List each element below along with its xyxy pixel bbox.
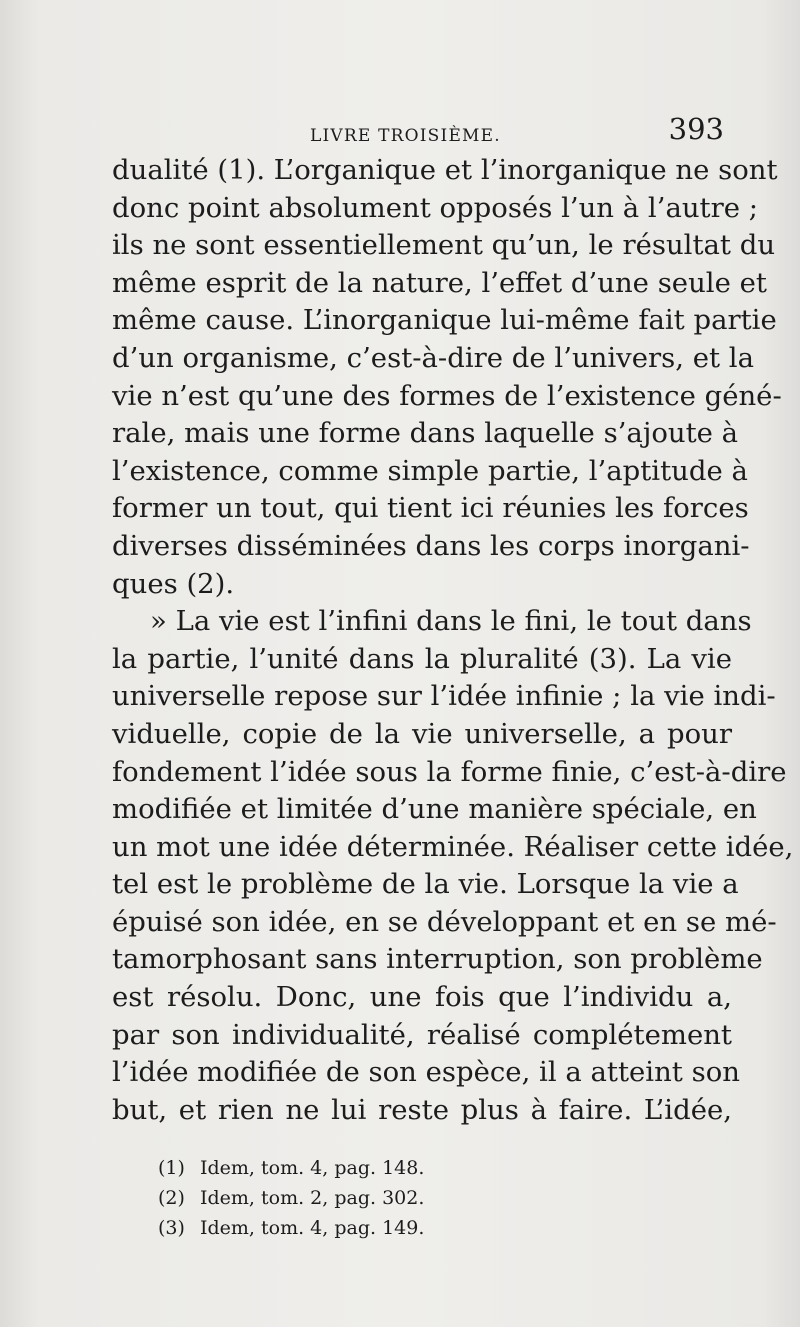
footnote — [158, 1183, 424, 1213]
text-line: former un tout, qui tient ici réunies les forces — [112, 492, 749, 525]
text-line: l’existence, comme simple partie, l’aptitude à — [112, 454, 748, 487]
text-line: diverses disséminées dans les corps inorgani- — [112, 529, 750, 562]
footnotes — [158, 1153, 424, 1243]
footnote — [158, 1213, 424, 1243]
text-line: l’idée modifiée de son espèce, il a atteint son — [112, 1056, 740, 1089]
footnote-mark: (2) — [158, 1187, 185, 1209]
text-line: dualité (1). L’organique et l’inorganique ne sont — [112, 154, 778, 186]
page-number: 393 — [668, 112, 724, 146]
text-line: tamorphosant sans interruption, son problème — [112, 943, 763, 976]
footnote-mark: (1) — [158, 1157, 185, 1179]
footnote-text: Idem, tom. 4, pag. 149. — [200, 1217, 425, 1239]
text-line: un mot une idée déterminée. Réaliser cette idée, — [112, 830, 794, 863]
text-line: universelle repose sur l’idée infinie ; la vie indi- — [112, 680, 776, 713]
text-line: ques (2). — [112, 567, 235, 600]
text-line: d’un organisme, c’est-à-dire de l’univers, et la — [112, 341, 754, 374]
body-text — [112, 152, 794, 1129]
text-line: est résolu. Donc, une fois que l’individu a, — [112, 981, 732, 1014]
footnote-text: Idem, tom. 2, pag. 302. — [200, 1187, 425, 1209]
footnote-text: Idem, tom. 4, pag. 148. — [200, 1157, 425, 1179]
text-line: épuisé son idée, en se développant et en se mé- — [112, 905, 777, 938]
text-line: » La vie est l’infini dans le fini, le tout dans — [150, 605, 752, 638]
text-line: fondement l’idée sous la forme finie, c’est-à-dire — [112, 755, 787, 788]
text-line: même esprit de la nature, l’effet d’une seule et — [112, 266, 767, 299]
text-line: rale, mais une forme dans laquelle s’ajoute à — [112, 417, 739, 450]
footnote — [158, 1153, 424, 1183]
text-line: ils ne sont essentiellement qu’un, le résultat du — [112, 229, 776, 262]
text-line: tel est le problème de la vie. Lorsque la vie a — [112, 868, 739, 901]
footnote-mark: (3) — [158, 1217, 185, 1239]
text-line: modifiée et limitée d’une manière spéciale, en — [112, 793, 757, 826]
running-head: LIVRE TROISIÈME. — [310, 126, 501, 146]
text-line: même cause. L’inorganique lui-même fait partie — [112, 304, 777, 337]
text-line: la partie, l’unité dans la pluralité (3). La vie — [112, 642, 732, 675]
text-line: vie n’est qu’une des formes de l’existence géné- — [112, 379, 782, 412]
text-line: donc point absolument opposés l’un à l’autre ; — [112, 191, 759, 224]
page-header — [112, 112, 724, 152]
text-line: viduelle, copie de la vie universelle, a pour — [112, 717, 732, 750]
text-line: but, et rien ne lui reste plus à faire. L’idée, — [112, 1093, 732, 1126]
text-line: par son individualité, réalisé complétement — [112, 1018, 732, 1051]
